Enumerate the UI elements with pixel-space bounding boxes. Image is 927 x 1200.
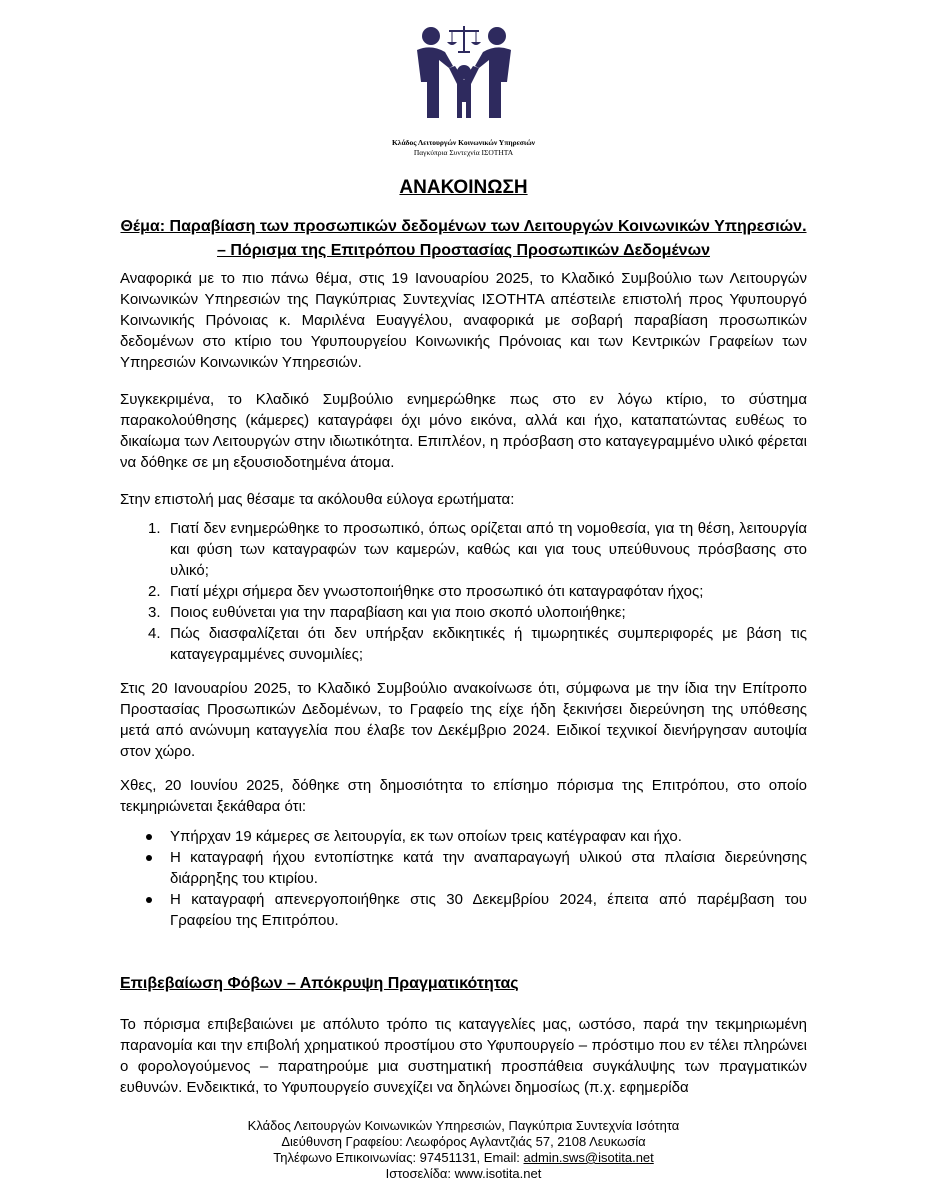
paragraph-findings-intro: Χθες, 20 Ιουνίου 2025, δόθηκε στη δημοσιότητα το επίσημο πόρισμα της Επιτρόπου, στο οποίο τεκμηριώνεται ξεκάθαρα ότι:: [120, 777, 807, 815]
footer: [0, 1118, 927, 1182]
scales-family-logo-icon: [409, 22, 519, 122]
document-title: ΑΝΑΚΟΙΝΩΣΗ: [399, 177, 528, 198]
header: [0, 22, 927, 157]
paragraph-intro: Αναφορικά με το πιο πάνω θέμα, στις 19 Ιανουαρίου 2025, το Κλαδικό Συμβούλιο των Λειτουργών Κοινωνικών Υπηρεσιών της Παγκύπριας Συντεχνίας ΙΣΟΤΗΤΑ απέστειλε επιστολή προς Υφυπουργό Κοινωνικής Πρόνοιας κ. Μαριλένα Ευαγγέλου, αναφορικά με σοβαρή παραβίαση προσωπικών δεδομένων στο κτίριο του Υφυπουργείου Κοινωνικής Πρόνοιας και των Κεντρικών Γραφείων των Υπηρεσιών Κοινωνικών Υπηρεσιών.: [120, 270, 807, 371]
list-item: Η καταγραφή απενεργοποιήθηκε στις 30 Δεκεμβρίου 2024, έπειτα από παρέμβαση του Γραφείου της Επιτρόπου.: [120, 889, 807, 931]
list-item: 3. Ποιος ευθύνεται για την παραβίαση και για ποιο σκοπό υλοποιήθηκε;: [148, 604, 626, 621]
paragraph-conclusion: Το πόρισμα επιβεβαιώνει με απόλυτο τρόπο τις καταγγελίες μας, ωστόσο, παρά την τεκμηριωμένη παρανομία και την επιβολή χρηματικού προστίμου στο Υφυπουργείο – πρόστιμο που εν τέλει πληρώνει ο φορολογούμενος – παρατηρούμε μια συστηματική προσπάθεια συγκάλυψης των πραγματικών ευθυνών. Ενδεικτικά, το Υφυπουργείο συνεχίζει να δηλώνει δημοσίως (π.χ. εφημερίδα: [120, 1016, 807, 1096]
questions-list: [120, 518, 807, 665]
list-item: 1. Γιατί δεν ενημερώθηκε το προσωπικό, όπως ορίζεται από τη νομοθεσία, για τη θέση, λειτουργία και φύση των καταγραφών των καμερών, καθώς και για τους υπεύθυνους πρόσβασης στο υλικό;: [148, 520, 807, 579]
subject-heading: Θέμα: Παραβίαση των προσωπικών δεδομένων των Λειτουργών Κοινωνικών Υπηρεσιών. – Πόρισμα της Επιτρόπου Προστασίας Προσωπικών Δεδομένων: [120, 218, 807, 259]
list-item: Υπήρχαν 19 κάμερες σε λειτουργία, εκ των οποίων τρεις κατέγραφαν και ήχο.: [120, 826, 807, 847]
bullet-icon: [146, 855, 152, 861]
bullet-icon: [146, 834, 152, 840]
org-name: Κλάδος Λειτουργών Κοινωνικών Υπηρεσιών: [391, 138, 536, 147]
bullet-icon: [146, 897, 152, 903]
list-item: Η καταγραφή ήχου εντοπίστηκε κατά την αναπαραγωγή υλικού στα πλαίσια διερεύνησης διάρρηξης του κτιρίου.: [120, 847, 807, 889]
footer-contact: Τηλέφωνο Επικοινωνίας: 97451131, Email: admin.sws@isotita.net: [273, 1150, 654, 1165]
footer-website: Ιστοσελίδα: www.isotita.net: [385, 1166, 542, 1181]
footer-org: Κλάδος Λειτουργών Κοινωνικών Υπηρεσιών, Παγκύπρια Συντεχνία Ισότητα: [247, 1118, 680, 1133]
paragraph-details: Συγκεκριμένα, το Κλαδικό Συμβούλιο ενημερώθηκε πως στο εν λόγω κτίριο, το σύστημα παρακολούθησης (κάμερες) καταγράφει όχι μόνο εικόνα, αλλά και ήχο, καταπατώντας ευθέως το δικαίωμα των Λειτουργών στην ιδιωτικότητα. Επιπλέον, η πρόσβαση στο καταγεγραμμένο υλικό φέρεται να δόθηκε σε μη εξουσιοδοτημένα άτομα.: [120, 391, 807, 471]
list-item: 2. Γιατί μέχρι σήμερα δεν γνωστοποιήθηκε στο προσωπικό ότι καταγραφόταν ήχος;: [148, 583, 704, 600]
union-name: Παγκύπρια Συντεχνία ΙΣΟΤΗΤΑ: [413, 148, 514, 157]
section-heading: Επιβεβαίωση Φόβων – Απόκρυψη Πραγματικότητας: [120, 975, 519, 992]
paragraph-questions-intro: Στην επιστολή μας θέσαμε τα ακόλουθα εύλογα ερωτήματα:: [120, 491, 515, 508]
paragraph-investigation: Στις 20 Ιανουαρίου 2025, το Κλαδικό Συμβούλιο ανακοίνωσε ότι, σύμφωνα με την ίδια την Επίτροπο Προστασίας Προσωπικών Δεδομένων, το Γραφείο της είχε ήδη ξεκινήσει διερεύνηση της υπόθεσης μετά από ανώνυμη καταγγελία που έλαβε τον Δεκέμβριο 2024. Ειδικοί τεχνικοί διενήργησαν αυτοψία στον χώρο.: [120, 680, 807, 760]
list-item: 4. Πώς διασφαλίζεται ότι δεν υπήρξαν εκδικητικές ή τιμωρητικές συμπεριφορές με βάση τις καταγεγραμμένες συνομιλίες;: [148, 625, 807, 663]
footer-address: Διεύθυνση Γραφείου: Λεωφόρος Αγλαντζιάς 57, 2108 Λευκωσία: [281, 1134, 646, 1149]
findings-list: [120, 826, 807, 931]
email-link[interactable]: admin.sws@isotita.net: [523, 1150, 654, 1165]
